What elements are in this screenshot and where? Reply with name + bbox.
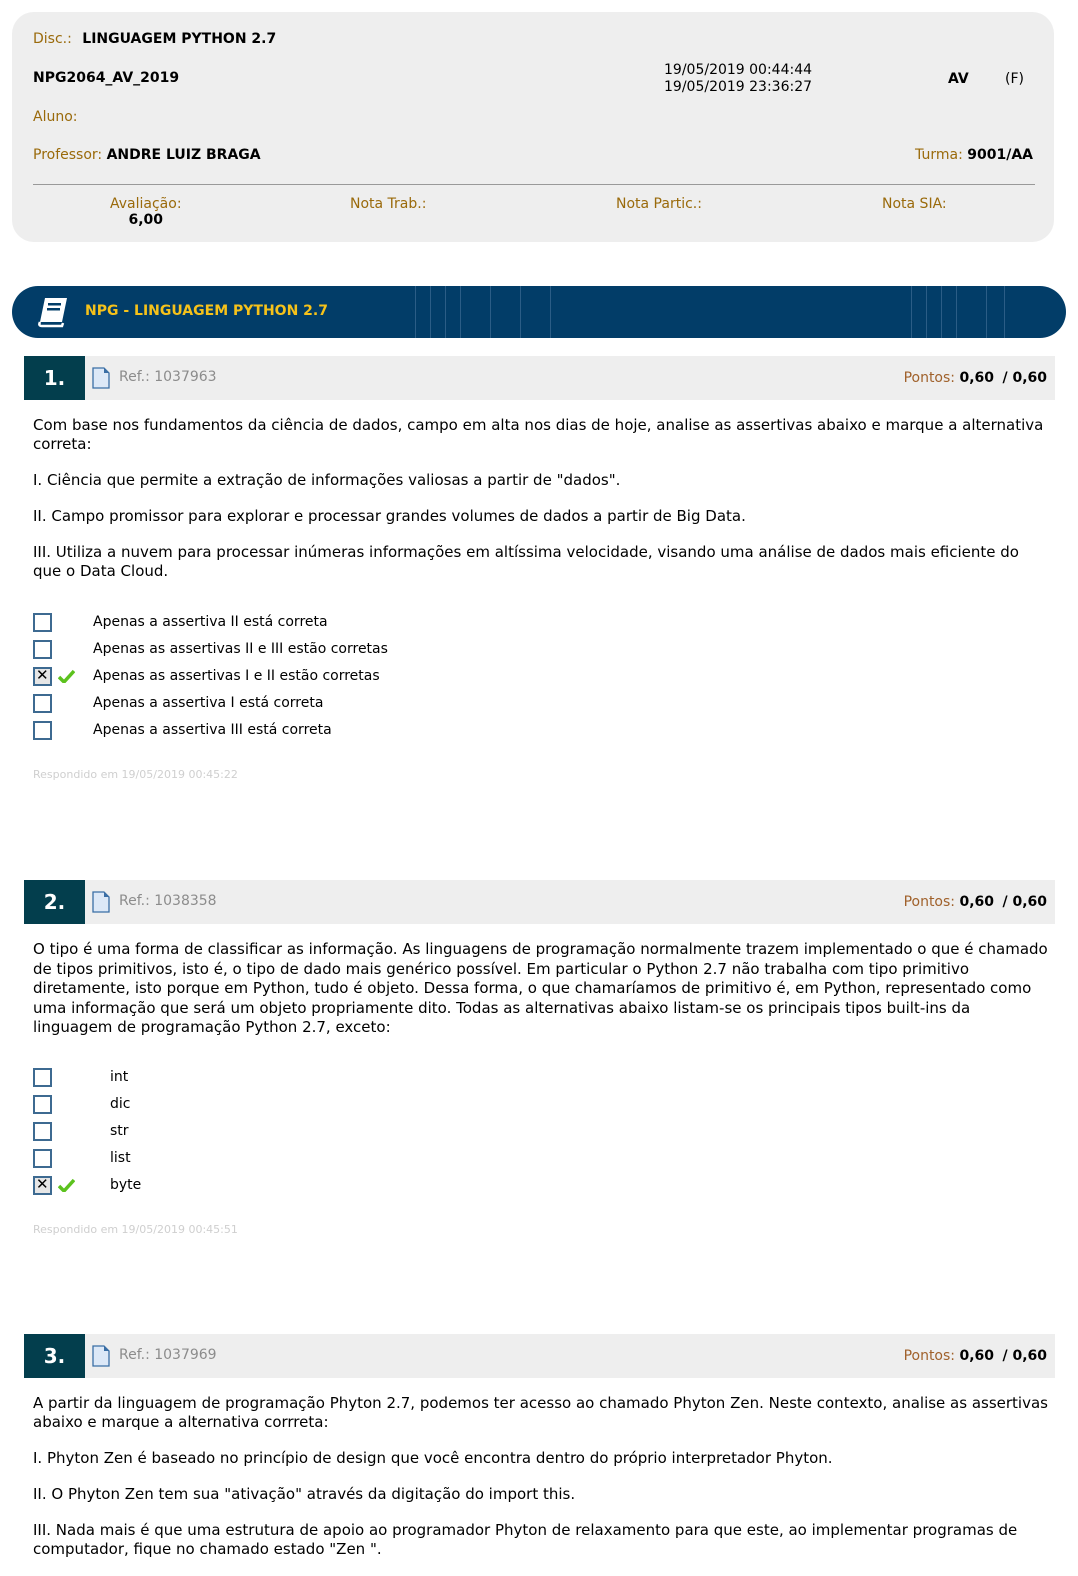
professor-label: Professor:	[33, 147, 103, 163]
question-2-body	[33, 940, 1048, 1055]
question-number: 3.	[24, 1334, 85, 1378]
grade-work	[350, 196, 426, 212]
question-1-header	[24, 356, 1055, 400]
question-ref: Ref.: 1037969	[119, 1347, 217, 1363]
points-label: Pontos:	[903, 894, 956, 910]
answered-timestamp: Respondido em 19/05/2019 00:45:51	[33, 1223, 238, 1236]
exam-type: AV	[948, 71, 969, 87]
book-icon	[36, 296, 70, 328]
question-points	[904, 370, 1047, 386]
divider	[33, 184, 1035, 185]
date-start: 19/05/2019 00:44:44	[664, 62, 813, 78]
class-label: Turma:	[915, 147, 963, 163]
professor-value: ANDRE LUIZ BRAGA	[106, 147, 261, 163]
assertive-3: III. Utiliza a nuvem para processar inúmeras informações em altíssima velocidade, visando uma análise de dados mais eficiente do que o Data Cloud.	[33, 543, 1019, 580]
exam-info-card	[12, 12, 1054, 242]
checkbox[interactable]	[33, 1149, 52, 1168]
option-label: list	[110, 1150, 131, 1166]
question-text: Com base nos fundamentos da ciência de dados, campo em alta nos dias de hoje, analise as assertivas abaixo e marque a alternativa correta:	[33, 416, 1044, 453]
question-text: O tipo é uma forma de classificar as informação. As linguagens de programação normalmente trazem implementado o que é chamado de tipos primitivos, isto é, o tipo de dado mais genérico possível. Em particular o Python 2.7 não trabalha com tipo primitivo diretamente, isto porque em Python, tudo é objeto. Dessa forma, o que chamaríamos de primitivo é, em Python, representado como uma informação que será um objeto propriamente dito. Todas as alternativas abaixo listam-se os principais tipos built-ins da linguagem de programação Python 2.7, exceto:	[33, 940, 1048, 1036]
student-label: Aluno:	[33, 109, 78, 125]
points-label: Pontos:	[903, 370, 956, 386]
document-icon	[92, 891, 110, 913]
question-3-body	[33, 1394, 1048, 1576]
document-icon	[92, 367, 110, 389]
checkbox[interactable]	[33, 613, 52, 632]
assertive-2: II. Campo promissor para explorar e processar grandes volumes de dados a partir de Big Data.	[33, 507, 746, 525]
question-number: 1.	[24, 356, 85, 400]
class-group	[915, 147, 1033, 163]
class-value: 9001/AA	[967, 147, 1033, 163]
exam-code: NPG2064_AV_2019	[33, 70, 180, 86]
option-label: str	[110, 1123, 129, 1139]
checkbox[interactable]	[33, 721, 52, 740]
correct-check-icon	[58, 669, 75, 683]
date-end: 19/05/2019 23:36:27	[664, 79, 813, 95]
answered-timestamp: Respondido em 19/05/2019 00:45:22	[33, 768, 238, 781]
question-number: 2.	[24, 880, 85, 924]
points-earned: 0,60	[959, 1348, 995, 1364]
checkbox[interactable]	[33, 694, 52, 713]
assertive-1: I. Ciência que permite a extração de informações valiosas a partir de "dados".	[33, 471, 621, 489]
option-label: Apenas as assertivas II e III estão corretas	[93, 641, 388, 657]
checkbox-checked[interactable]	[33, 667, 52, 686]
correct-check-icon	[58, 1178, 75, 1192]
grade-sia	[882, 196, 947, 212]
points-label: Pontos:	[903, 1348, 956, 1364]
option-label: int	[110, 1069, 129, 1085]
option-label: dic	[110, 1096, 131, 1112]
option-label: Apenas a assertiva III está correta	[93, 722, 332, 738]
question-points	[904, 894, 1047, 910]
professor	[33, 147, 261, 163]
assertive-2: II. O Phyton Zen tem sua "ativação" através da digitação do import this.	[33, 1485, 576, 1503]
grade-label: Nota Partic.:	[616, 196, 702, 212]
question-2-header	[24, 880, 1055, 924]
points-earned: 0,60	[959, 370, 995, 386]
points-total: / 0,60	[1002, 894, 1047, 910]
question-points	[904, 1348, 1047, 1364]
assertive-1: I. Phyton Zen é baseado no princípio de design que você encontra dentro do próprio interpretador Phyton.	[33, 1449, 833, 1467]
grade-participation	[616, 196, 702, 212]
checkbox-checked[interactable]	[33, 1176, 52, 1195]
discipline-value: LINGUAGEM PYTHON 2.7	[82, 31, 277, 47]
grade-label: Nota Trab.:	[350, 196, 427, 212]
checkbox[interactable]	[33, 1095, 52, 1114]
discipline	[33, 31, 276, 47]
question-3-header	[24, 1334, 1055, 1378]
checkbox[interactable]	[33, 1068, 52, 1087]
checkbox[interactable]	[33, 640, 52, 659]
option-label: Apenas as assertivas I e II estão corretas	[93, 668, 380, 684]
points-earned: 0,60	[959, 894, 995, 910]
question-1-body	[33, 416, 1048, 598]
option-label: Apenas a assertiva II está correta	[93, 614, 328, 630]
exam-status: (F)	[1005, 71, 1024, 87]
exam-dates	[664, 62, 812, 96]
grade-evaluation	[110, 196, 182, 228]
course-banner	[12, 286, 1066, 338]
question-text: A partir da linguagem de programação Phyton 2.7, podemos ter acesso ao chamado Phyton Zen. Neste contexto, analise as assertivas abaixo e marque a alternativa corrreta:	[33, 1394, 1048, 1431]
points-total: / 0,60	[1002, 370, 1047, 386]
course-title: NPG - LINGUAGEM PYTHON 2.7	[85, 303, 328, 319]
question-ref: Ref.: 1038358	[119, 893, 217, 909]
grade-value: 6,00	[128, 212, 164, 228]
assertive-3: III. Nada mais é que uma estrutura de apoio ao programador Phyton de relaxamento para que este, ao implementar programas de computador, fique no chamado estado "Zen ".	[33, 1521, 1018, 1558]
discipline-label: Disc.:	[33, 31, 72, 47]
grade-label: Avaliação:	[110, 196, 182, 212]
question-ref: Ref.: 1037963	[119, 369, 217, 385]
checkbox[interactable]	[33, 1122, 52, 1141]
grade-label: Nota SIA:	[882, 196, 947, 212]
document-icon	[92, 1345, 110, 1367]
option-label: byte	[110, 1177, 142, 1193]
option-label: Apenas a assertiva I está correta	[93, 695, 324, 711]
points-total: / 0,60	[1002, 1348, 1047, 1364]
